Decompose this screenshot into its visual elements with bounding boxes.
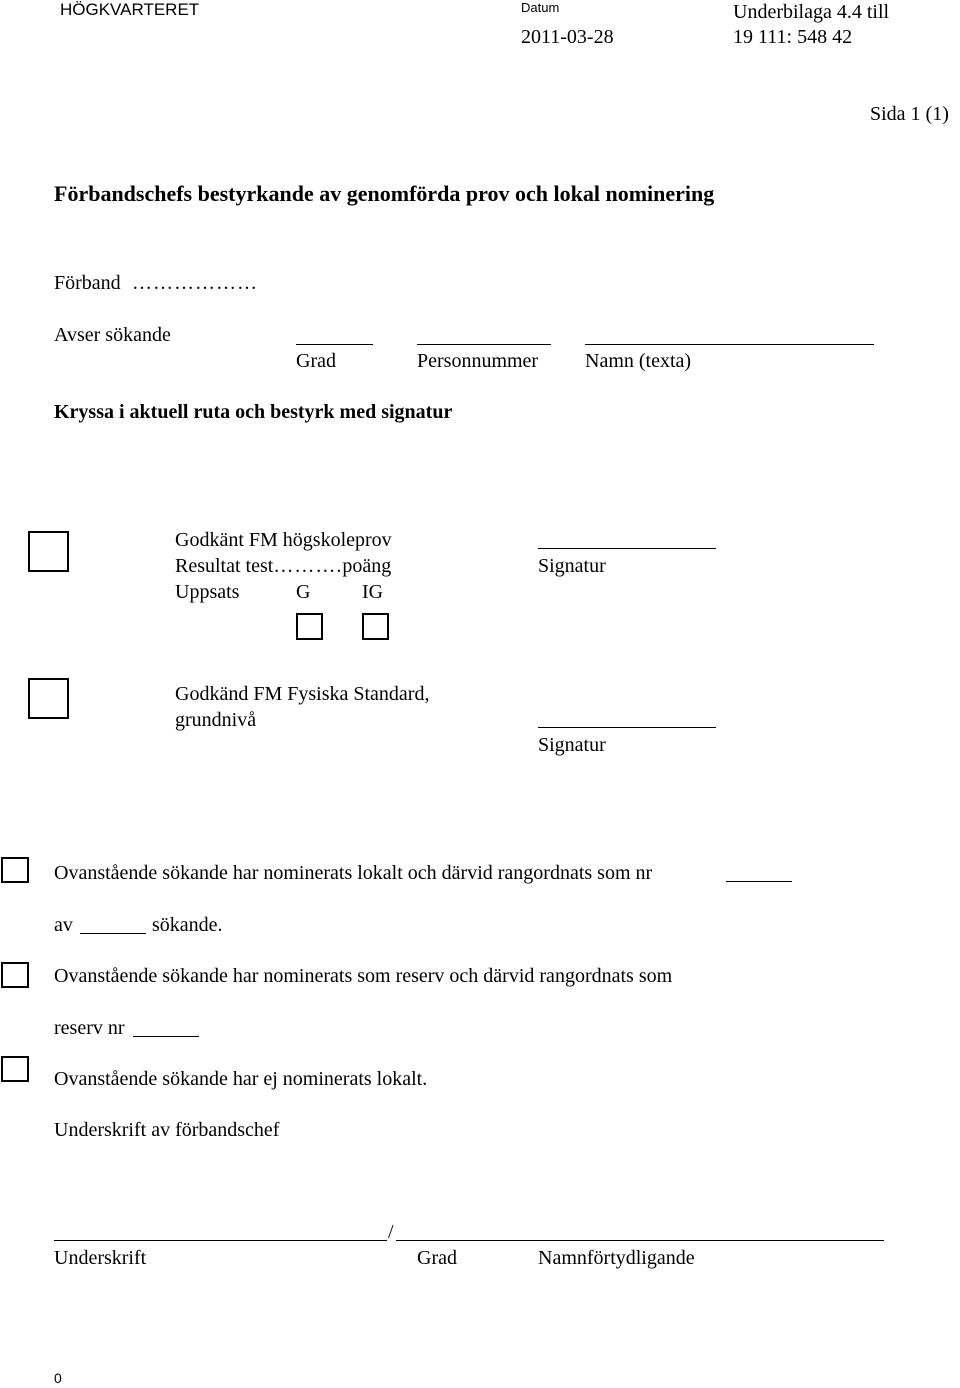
reference-number: 19 111: 548 42 (733, 26, 853, 48)
grad-signature-caption: Grad (417, 1247, 457, 1269)
namnfortydligande-caption: Namnförtydligande (538, 1247, 695, 1269)
sokande-label: sökande. (152, 914, 223, 936)
antal-sokande-line[interactable] (80, 933, 146, 934)
fysiska-signature-line[interactable] (538, 727, 716, 728)
hogskoleprov-signatur-caption: Signatur (538, 555, 606, 577)
date-value: 2011-03-28 (521, 26, 614, 48)
nominerad-reserv-text: Ovanstående sökande har nominerats som reserv och därvid rangordnats som (54, 965, 673, 987)
ej-nominerad-checkbox[interactable] (1, 1056, 29, 1082)
personnummer-caption: Personnummer (417, 350, 539, 372)
appendix-label: Underbilaga 4.4 till (733, 1, 890, 23)
underskrift-line[interactable] (54, 1240, 387, 1241)
resultat-test-dots: ………. (273, 555, 343, 577)
nominerad-lokalt-checkbox[interactable] (1, 857, 29, 883)
org-name: HÖGKVARTERET (60, 0, 200, 19)
uppsats-label: Uppsats (175, 581, 240, 603)
namn-caption: Namn (texta) (585, 350, 692, 372)
fysiska-signatur-caption: Signatur (538, 734, 606, 756)
instruction-text: Kryssa i aktuell ruta och bestyrk med signatur (54, 401, 453, 423)
date-label: Datum (521, 0, 560, 15)
underskrift-heading: Underskrift av förbandschef (54, 1119, 280, 1141)
resultat-test-label: Resultat test (175, 555, 274, 577)
rang-nr-line[interactable] (726, 881, 792, 882)
reserv-nr-line[interactable] (133, 1036, 199, 1037)
forband-dots: ……………… (132, 272, 258, 294)
footer-number: 0 (54, 1370, 62, 1386)
hogskoleprov-signature-line[interactable] (538, 548, 716, 549)
avser-label: Avser sökande (54, 324, 171, 346)
uppsats-ig-checkbox[interactable] (362, 613, 389, 640)
grad-line[interactable] (296, 344, 373, 345)
nominerad-reserv-checkbox[interactable] (1, 962, 29, 988)
hogskoleprov-label: Godkänt FM högskoleprov (175, 529, 392, 551)
grundniva-label: grundnivå (175, 709, 257, 731)
namn-line[interactable] (585, 344, 874, 345)
fysiska-standard-label: Godkänd FM Fysiska Standard, (175, 683, 430, 705)
nominerad-lokalt-text: Ovanstående sökande har nominerats lokalt och därvid rangordnats som nr (54, 862, 653, 884)
hogskoleprov-checkbox[interactable] (28, 531, 69, 572)
fysiska-standard-checkbox[interactable] (28, 678, 69, 719)
uppsats-g-checkbox[interactable] (296, 613, 323, 640)
uppsats-g-label: G (296, 581, 311, 603)
forband-label: Förband (54, 272, 121, 294)
underskrift-caption: Underskrift (54, 1247, 147, 1269)
document-title: Förbandschefs bestyrkande av genomförda prov och lokal nominering (54, 181, 715, 206)
page-number: Sida 1 (1) (870, 103, 949, 125)
grad-caption: Grad (296, 350, 336, 372)
av-label: av (54, 914, 73, 936)
signature-slash: / (388, 1221, 394, 1243)
reserv-nr-label: reserv nr (54, 1017, 125, 1039)
personnummer-line[interactable] (417, 344, 551, 345)
ej-nominerad-text: Ovanstående sökande har ej nominerats lokalt. (54, 1068, 428, 1090)
resultat-test-line (175, 555, 391, 578)
uppsats-ig-label: IG (362, 581, 384, 603)
grad-namn-line[interactable] (396, 1240, 884, 1241)
poang-label: poäng (342, 555, 392, 577)
